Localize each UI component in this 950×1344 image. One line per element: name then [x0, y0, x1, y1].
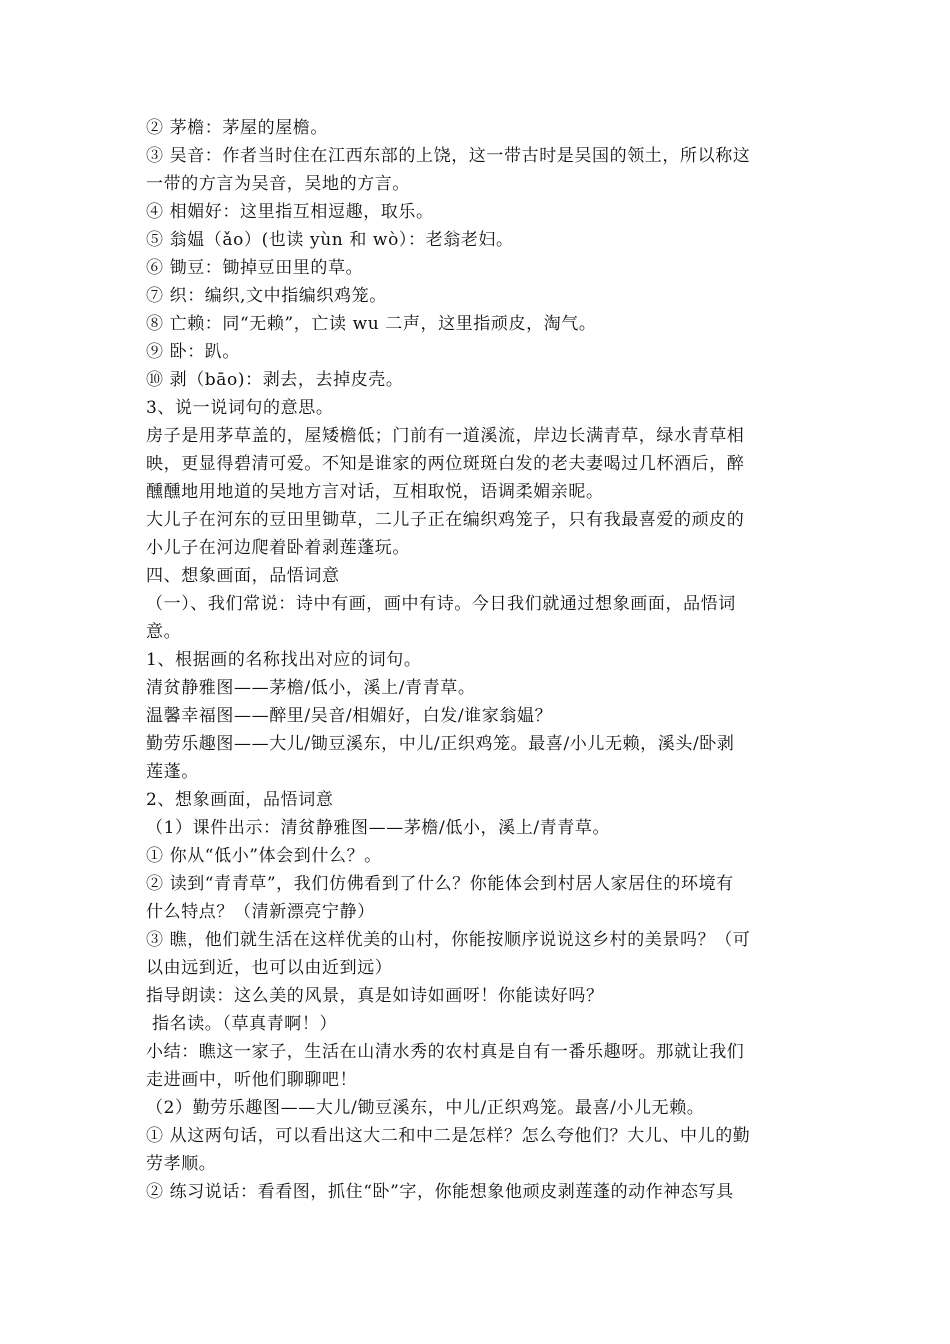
- text-line: 以由远到近，也可以由近到远）: [146, 958, 393, 978]
- text-line: ④ 相媚好：这里指互相逗趣，取乐。: [146, 202, 434, 222]
- text-line: ① 从这两句话，可以看出这大二和中二是怎样？怎么夸他们？大儿、中儿的勤: [146, 1126, 751, 1146]
- text-line: 大儿子在河东的豆田里锄草，二儿子正在编织鸡笼子，只有我最喜爱的顽皮的: [146, 510, 745, 530]
- text-line: 劳孝顺。: [146, 1154, 217, 1174]
- section-heading: 2、想象画面，品悟词意: [146, 790, 334, 810]
- text-line: 指名读。（草真青啊！）: [152, 1014, 338, 1034]
- text-line: 温馨幸福图——醉里/吴音/相媚好，白发/谁家翁媪？: [146, 706, 553, 726]
- text-line: 走进画中，听他们聊聊吧！: [146, 1070, 358, 1090]
- text-line: ⑥ 锄豆：锄掉豆田里的草。: [146, 258, 364, 278]
- section-heading: 3、说一说词句的意思。: [146, 398, 334, 418]
- document-body: [146, 114, 814, 1206]
- text-line: ② 茅檐：茅屋的屋檐。: [146, 118, 329, 138]
- text-line: ② 读到“青青草”，我们仿佛看到了什么？你能体会到村居人家居住的环境有: [146, 874, 734, 894]
- text-line: ⑦ 织：编织,文中指编织鸡笼。: [146, 286, 387, 306]
- text-line: 映，更显得碧清可爱。不知是谁家的两位斑斑白发的老夫妻喝过几杯酒后，醉: [146, 454, 745, 474]
- text-line: 指导朗读：这么美的风景，真是如诗如画呀！你能读好吗？: [146, 986, 604, 1006]
- text-line: 小儿子在河边爬着卧着剥莲蓬玩。: [146, 538, 410, 558]
- text-line: 醺醺地用地道的吴地方言对话，互相取悦，语调柔媚亲昵。: [146, 482, 604, 502]
- text-line: ⑧ 亡赖：同“无赖”，亡读 wu 二声，这里指顽皮，淘气。: [146, 314, 597, 334]
- text-line: 房子是用茅草盖的，屋矮檐低；门前有一道溪流，岸边长满青草，绿水青草相: [146, 426, 745, 446]
- text-line: 意。: [146, 622, 182, 642]
- text-line: ② 练习说话：看看图，抓住“卧”字，你能想象他顽皮剥莲蓬的动作神态写具: [146, 1182, 734, 1202]
- text-line: （一）、我们常说：诗中有画，画中有诗。今日我们就通过想象画面，品悟词: [146, 594, 736, 614]
- section-heading: 四、想象画面，品悟词意: [146, 566, 340, 586]
- text-line: 小结：瞧这一家子，生活在山清水秀的农村真是自有一番乐趣呀。那就让我们: [146, 1042, 745, 1062]
- text-line: ③ 吴音：作者当时住在江西东部的上饶，这一带古时是吴国的领土，所以称这: [146, 146, 751, 166]
- text-line: ① 你从“低小”体会到什么？。: [146, 846, 382, 866]
- text-line: 什么特点？（清新漂亮宁静）: [146, 902, 375, 922]
- text-line: ③ 瞧，他们就生活在这样优美的山村，你能按顺序说说这乡村的美景吗？（可: [146, 930, 751, 950]
- text-line: 清贫静雅图——茅檐/低小，溪上/青青草。: [146, 678, 476, 698]
- text-line: ⑩ 剥（bāo)：剥去，去掉皮壳。: [146, 370, 404, 390]
- text-line: ⑤ 翁媪（ǎo）(也读 yùn 和 wò）：老翁老妇。: [146, 230, 514, 250]
- section-heading: 1、根据画的名称找出对应的词句。: [146, 650, 422, 670]
- text-line: （1）课件出示：清贫静雅图——茅檐/低小，溪上/青青草。: [146, 818, 611, 838]
- text-line: 莲蓬。: [146, 762, 199, 782]
- text-line: （2）勤劳乐趣图——大儿/锄豆溪东，中儿/正织鸡笼。最喜/小儿无赖。: [146, 1098, 705, 1118]
- text-line: 一带的方言为吴音，吴地的方言。: [146, 174, 410, 194]
- text-line: ⑨ 卧：趴。: [146, 342, 241, 362]
- text-line: 勤劳乐趣图——大儿/锄豆溪东，中儿/正织鸡笼。最喜/小儿无赖，溪头/卧剥: [146, 734, 735, 754]
